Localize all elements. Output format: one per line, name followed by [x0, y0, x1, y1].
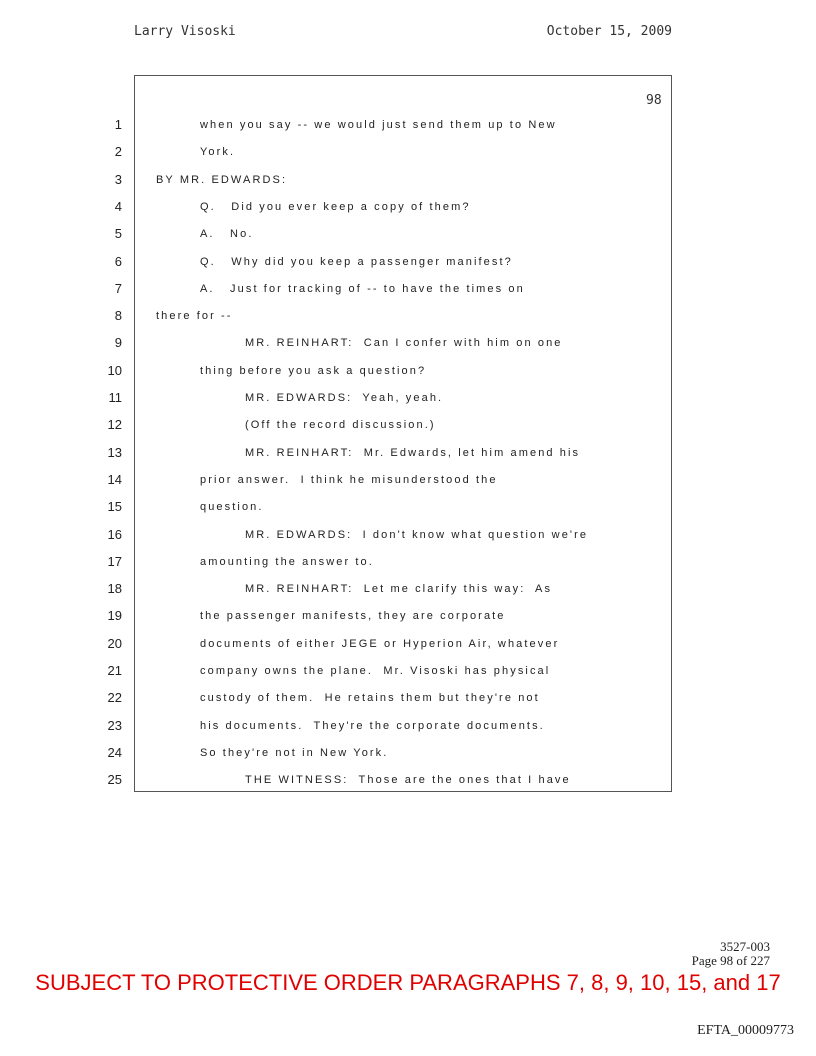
transcript-line: MR. REINHART: Can I confer with him on one: [245, 337, 563, 350]
line-number: 13: [107, 444, 122, 460]
transcript-line: question.: [200, 501, 264, 514]
line-number: 12: [107, 417, 122, 433]
bates-case-number: 3527-003: [720, 939, 770, 954]
transcript-line: MR. EDWARDS: I don't know what question we're: [245, 528, 589, 541]
transcript-line: there for --: [156, 310, 233, 323]
transcript-line: thing before you ask a question?: [200, 364, 427, 377]
line-number: 21: [107, 663, 122, 678]
line-number: 1: [114, 117, 122, 132]
transcript-line: Q. Did you ever keep a copy of them?: [200, 200, 471, 213]
transcript-line: BY MR. EDWARDS:: [156, 173, 288, 186]
transcript-line: So they're not in New York.: [200, 746, 389, 759]
transcript-line: the passenger manifests, they are corporate: [200, 610, 506, 623]
line-number: 25: [107, 772, 122, 788]
transcript-line: when you say -- we would just send them up to New: [200, 119, 557, 131]
bates-page-count: Page 98 of 227: [691, 953, 770, 968]
transcript-line: MR. REINHART: Let me clarify this way: As: [245, 583, 553, 596]
transcript-line: York.: [200, 146, 236, 159]
transcript-line: A. Just for tracking of -- to have the times on: [200, 282, 525, 295]
efta-identifier: EFTA_00009773: [697, 1023, 794, 1038]
line-number: 8: [114, 308, 122, 324]
transcript-line: company owns the plane. Mr. Visoski has physical: [200, 665, 551, 677]
line-number: 22: [107, 690, 122, 706]
transcript-line: prior answer. I think he misunderstood the: [200, 473, 498, 486]
deposition-date: October 15, 2009: [546, 24, 672, 39]
transcript-line: documents of either JEGE or Hyperion Air, whatever: [200, 637, 560, 650]
line-number: 16: [107, 526, 122, 542]
line-number: 14: [107, 471, 122, 487]
line-number: 4: [114, 198, 122, 214]
line-number: 18: [107, 581, 122, 597]
line-number: 5: [114, 226, 122, 242]
line-number: 23: [107, 717, 122, 733]
line-number: 7: [114, 280, 122, 296]
line-number: 15: [107, 499, 122, 515]
line-number: 20: [107, 635, 122, 651]
transcript-line: A. No.: [200, 228, 254, 241]
line-number: 17: [107, 553, 122, 569]
line-number: 6: [114, 253, 122, 269]
witness-name: Larry Visoski: [134, 24, 236, 39]
line-number: 24: [107, 744, 122, 760]
line-number: 10: [107, 362, 122, 378]
transcript-line: amounting the answer to.: [200, 555, 374, 568]
line-number: 3: [114, 171, 122, 187]
line-number: 11: [108, 390, 122, 405]
protective-order-notice: SUBJECT TO PROTECTIVE ORDER PARAGRAPHS 7, 8, 9, 10, 15, and 17: [35, 970, 781, 995]
transcript-line: THE WITNESS: Those are the ones that I have: [245, 774, 571, 787]
transcript-line: MR. REINHART: Mr. Edwards, let him amend his: [245, 446, 581, 459]
line-number: 19: [107, 608, 122, 624]
transcript-page-number: 98: [646, 93, 662, 108]
line-number: 9: [114, 335, 122, 351]
transcript-line: Q. Why did you keep a passenger manifest?: [200, 255, 513, 268]
transcript-line: his documents. They're the corporate documents.: [200, 719, 545, 732]
transcript-line: (Off the record discussion.): [245, 419, 436, 432]
transcript-line: custody of them. He retains them but they're not: [200, 692, 540, 705]
line-number: 2: [114, 144, 122, 160]
transcript-line: MR. EDWARDS: Yeah, yeah.: [245, 392, 444, 404]
